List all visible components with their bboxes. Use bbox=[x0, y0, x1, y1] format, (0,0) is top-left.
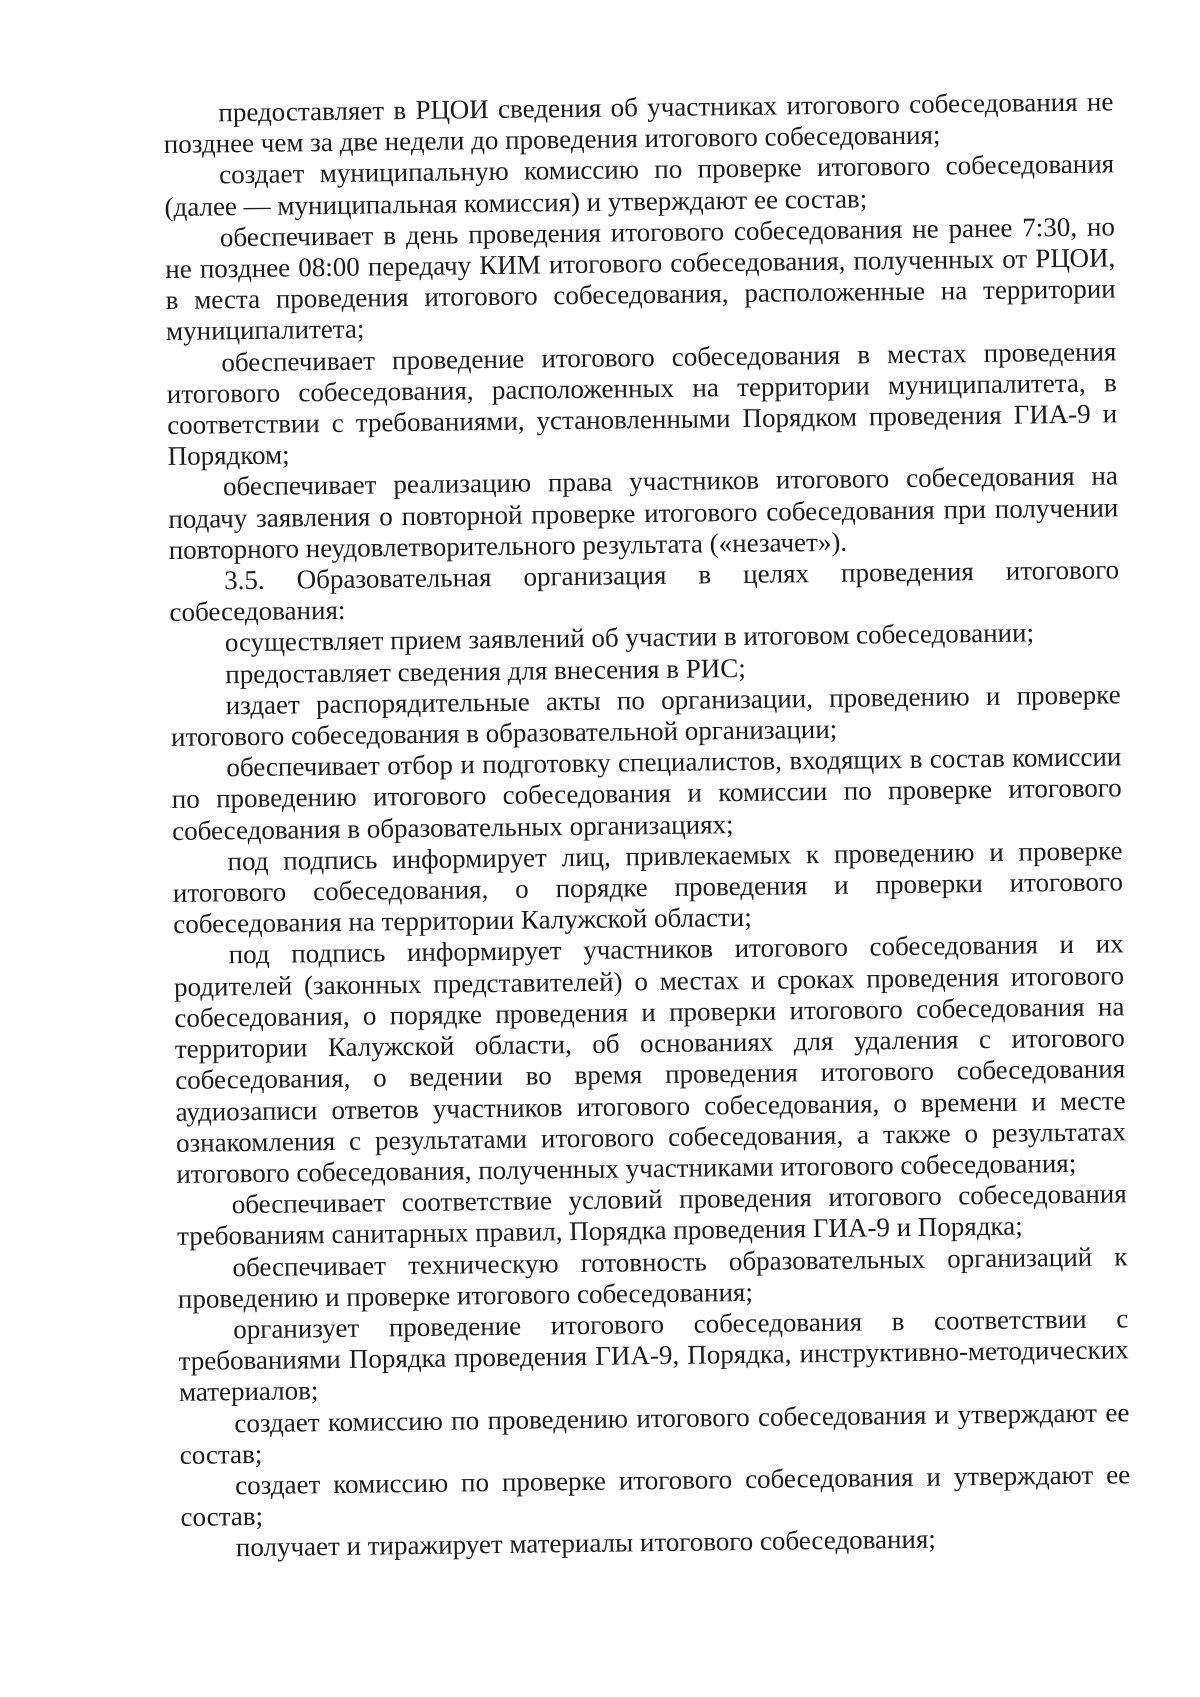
paragraph-conduct: обеспечивает проведение итогового собеседования в местах проведения итогового собеседования, расположенных на территории муниципалитета, в соответствии с требованиями, установленными Порядком проведения ГИА-9 и Порядком; bbox=[166, 336, 1118, 472]
paragraph-materials: получает и тиражирует материалы итогового собеседования; bbox=[235, 1524, 936, 1563]
paragraph-rcoi-info: предоставляет в РЦОИ сведения об участниках итогового собеседования не позднее чем за две недели до проведения итогового собеседования; bbox=[163, 86, 1114, 160]
paragraph-inform-participants: под подпись информирует участников итогового собеседования и их родителей (законных представителей) о местах и сроках проведения итогового собеседования, о порядке проведения и проверки итогового собеседования на территории Калужской области, об основаниях для удаления с итогового собеседования, о ведении во время проведения итогового собеседования аудиозаписи ответов участников итогового собеседования, о времени и месте ознакомления с результатами итогового собеседования, а также о результатах итогового собеседования, полученных участниками итогового собеседования; bbox=[173, 928, 1127, 1189]
paragraph-specialists: обеспечивает отбор и подготовку специалистов, входящих в состав комиссии по проведению итогового собеседования и комиссии по проверке итогового собеседования в образовательных организациях; bbox=[171, 741, 1122, 846]
paragraph-municipal-commission: создает муниципальную комиссию по проверке итогового собеседования (далее — муниципальная комиссия) и утверждают ее состав; bbox=[164, 148, 1115, 222]
paragraph-rights: обеспечивает реализацию права участников итогового собеседования на подачу заявления о повторной проверке итогового собеседования при получении повторного неудовлетворительного результата («незачет»). bbox=[168, 460, 1119, 565]
paragraph-kim-transfer: обеспечивает в день проведения итогового собеседования не ранее 7:30, но не позднее 08:00 передачу КИМ итогового собеседования, полученных от РЦОИ, в места проведения итогового собеседования, расположенные на территории муниципалитета; bbox=[165, 211, 1116, 347]
paragraph-technical-readiness: обеспечивает техническую готовность образовательных организаций к проведению и проверке итогового собеседования; bbox=[177, 1240, 1128, 1314]
paragraph-conduct-commission: создает комиссию по проведению итогового собеседования и утверждают ее состав; bbox=[179, 1396, 1130, 1470]
paragraph-inform-staff: под подпись информирует лиц, привлекаемых к проведению и проверке итогового собеседования, о порядке проведения и проверки итогового собеседования на территории Калужской области; bbox=[172, 835, 1124, 940]
paragraph-applications: осуществляет прием заявлений об участии в итоговом собеседовании; bbox=[224, 617, 1035, 658]
paragraph-sanitary: обеспечивает соответствие условий проведения итогового собеседования требованиям санитарных правил, Порядка проведения ГИА-9 и Порядка; bbox=[176, 1178, 1127, 1252]
section-heading-3-5: 3.5. Образовательная организация в целях проведения итогового собеседования: bbox=[169, 554, 1120, 628]
paragraph-organizes: организует проведение итогового собеседования в соответствии с требованиями Порядка проведения ГИА-9, Порядка, инструктивно-методических материалов; bbox=[178, 1303, 1129, 1408]
paragraph-ris-data: предоставляет сведения для внесения в РИС; bbox=[225, 652, 746, 689]
paragraph-check-commission: создает комиссию по проверке итогового собеседования и утверждают ее состав; bbox=[180, 1459, 1131, 1533]
paragraph-administrative-acts: издает распорядительные акты по организации, проведению и проверке итогового собеседования в образовательной организации; bbox=[170, 679, 1121, 753]
